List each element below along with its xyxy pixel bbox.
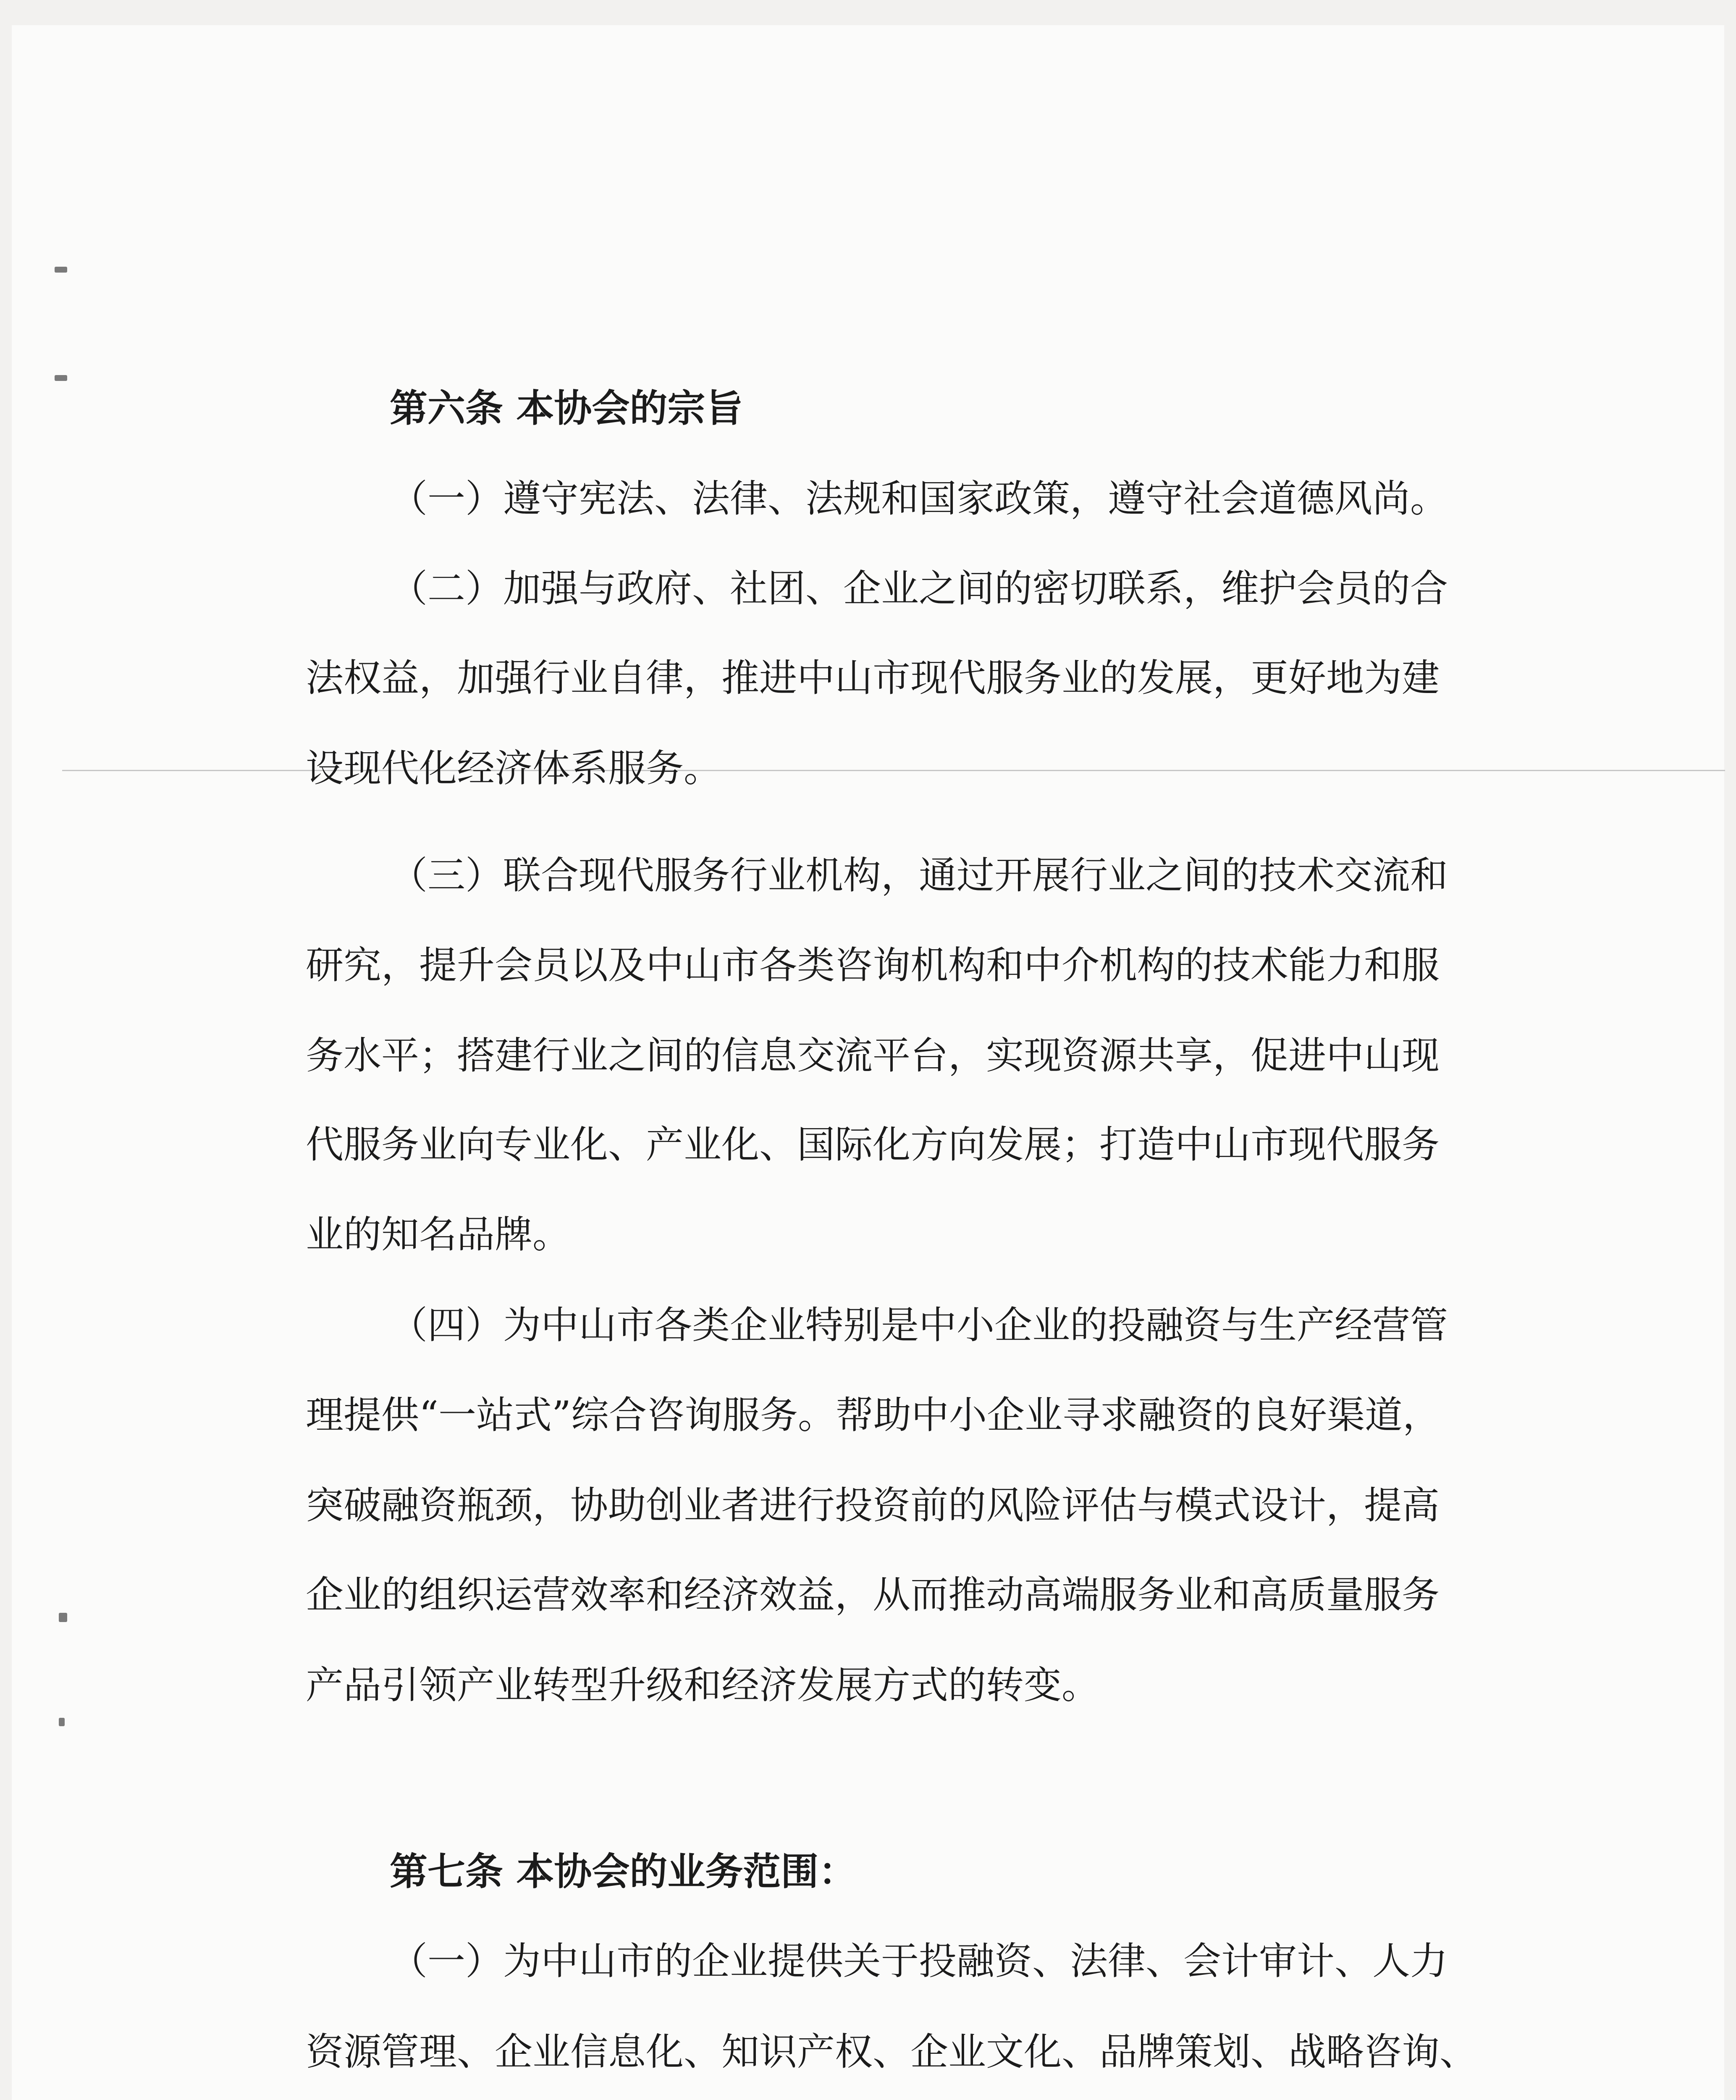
- article-6-title: 第六条 本协会的宗旨: [390, 386, 743, 430]
- article-7-clause-1: （一）为中山市的企业提供关于投融资、法律、会计审计、人力: [390, 1939, 1448, 1983]
- binding-hole-mark: [59, 1718, 65, 1726]
- article-7-title: 第七条 本协会的业务范围：: [390, 1849, 857, 1894]
- article-6-text-line: 企业的组织运营效率和经济效益，从而推动高端服务业和高质量服务: [306, 1573, 1440, 1617]
- binding-hole-mark: [55, 375, 67, 381]
- article-6-clause-1: （一）遵守宪法、法律、法规和国家政策，遵守社会道德风尚。: [390, 477, 1448, 521]
- document-page: [12, 25, 1724, 2100]
- article-7-text-line: 资源管理、企业信息化、知识产权、企业文化、品牌策划、战略咨询、: [306, 2030, 1477, 2074]
- article-6-text-line: 法权益，加强行业自律，推进中山市现代服务业的发展，更好地为建: [306, 656, 1440, 700]
- article-6-text-line: 产品引领产业转型升级和经济发展方式的转变。: [306, 1663, 1099, 1707]
- article-6-clause-3: （三）联合现代服务行业机构，通过开展行业之间的技术交流和: [390, 853, 1448, 898]
- article-6-text-line: 业的知名品牌。: [306, 1213, 570, 1257]
- article-6-text-line: 代服务业向专业化、产业化、国际化方向发展；打造中山市现代服务: [306, 1123, 1440, 1167]
- article-6-text-line: 务水平；搭建行业之间的信息交流平台，实现资源共享，促进中山现: [306, 1034, 1440, 1078]
- binding-hole-mark: [55, 267, 67, 273]
- article-6-text-line: 研究，提升会员以及中山市各类咨询机构和中介机构的技术能力和服: [306, 943, 1440, 987]
- article-6-clause-4: （四）为中山市各类企业特别是中小企业的投融资与生产经营管: [390, 1303, 1448, 1347]
- article-6-text-line: 理提供“一站式”综合咨询服务。帮助中小企业寻求融资的良好渠道，: [306, 1393, 1441, 1437]
- article-6-clause-2: （二）加强与政府、社团、企业之间的密切联系，维护会员的合: [390, 567, 1448, 611]
- article-6-text-line: 设现代化经济体系服务。: [306, 746, 721, 790]
- article-6-text-line: 突破融资瓶颈，协助创业者进行投资前的风险评估与模式设计，提高: [306, 1483, 1440, 1528]
- binding-hole-mark: [59, 1613, 67, 1622]
